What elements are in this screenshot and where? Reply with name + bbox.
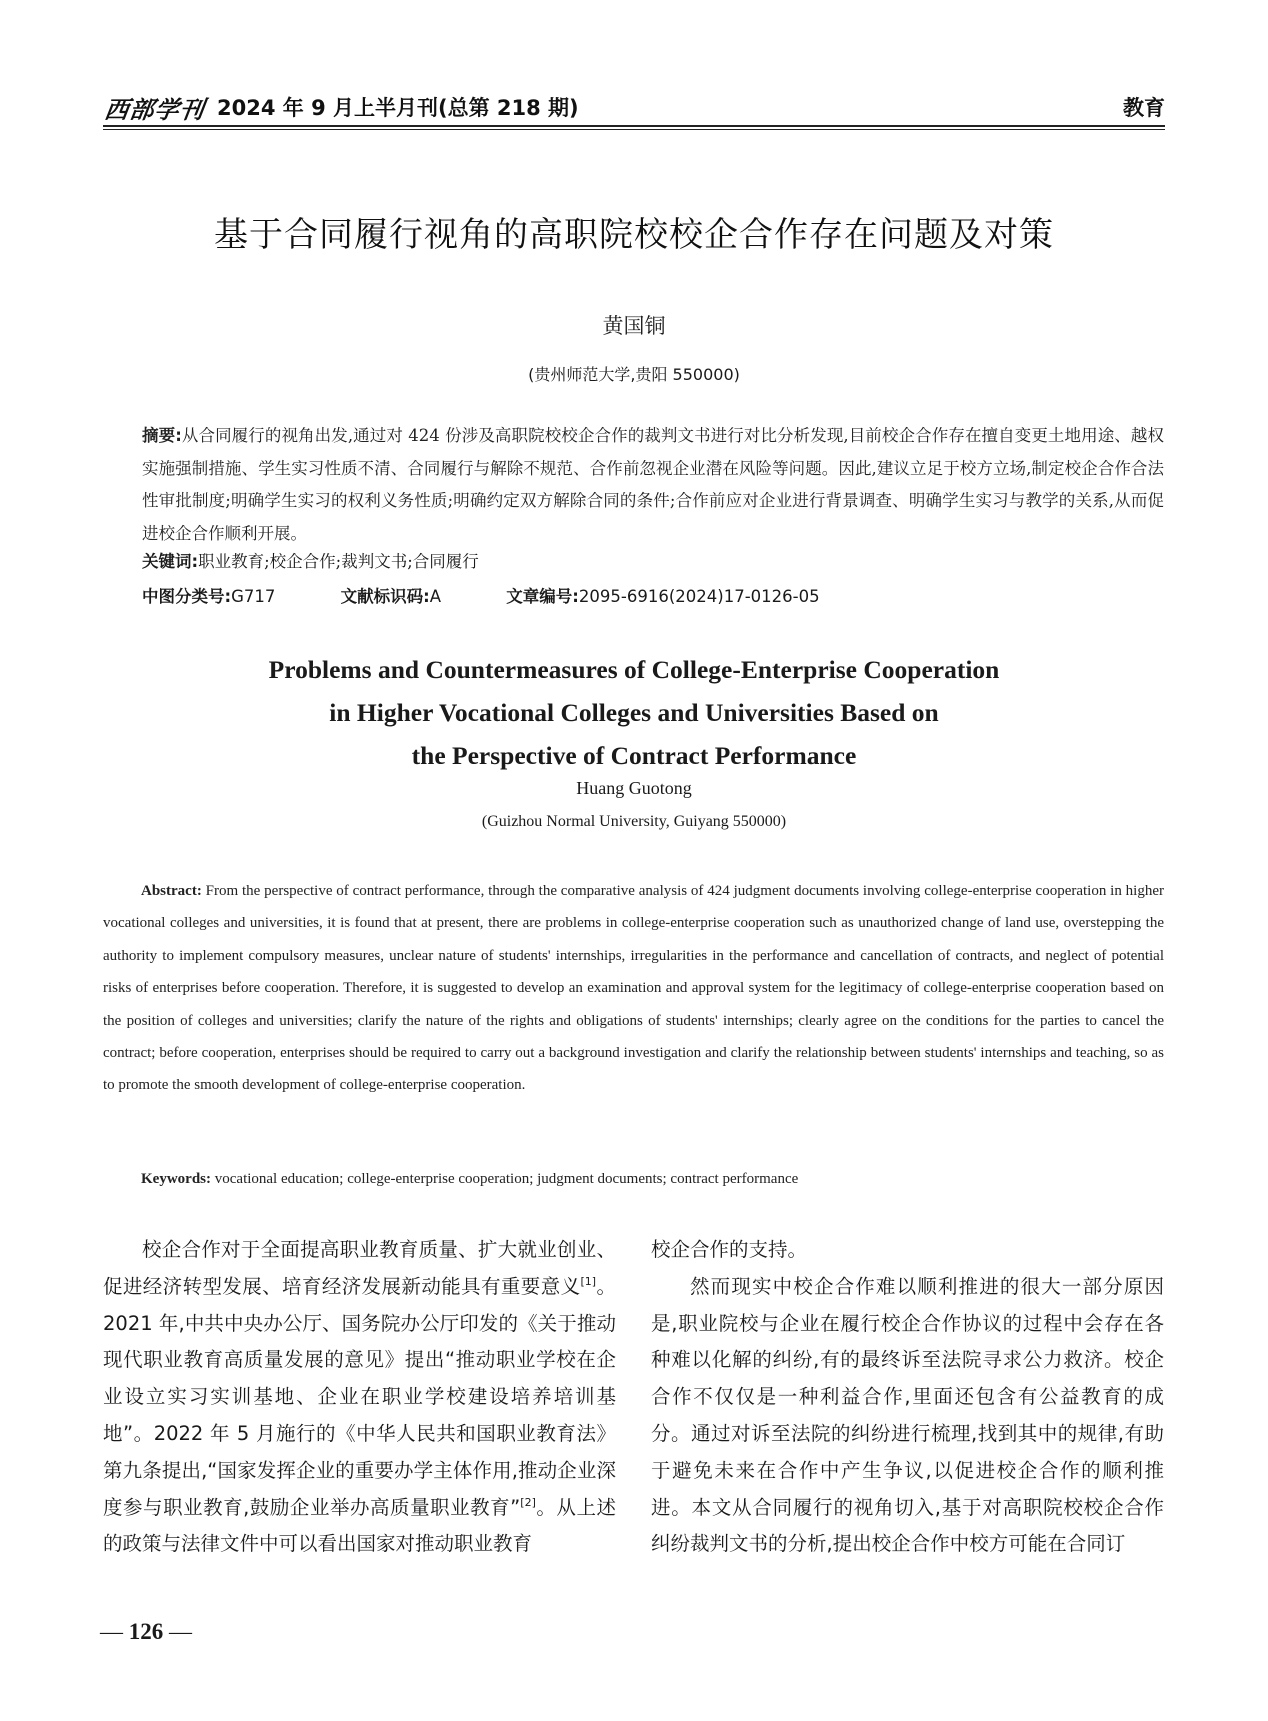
section-label: 教育 xyxy=(1123,96,1165,120)
body-text: 。2021 年,中共中央办公厅、国务院办公厅印发的《关于推动现代职业教育高质量发展的意见》提出“推动职业学校在企业设立实习实训基地、企业在职业学校建设培养培训基地”。2022 年 5 月施行的《中华人民共和国职业教育法》第九条提出,“国家发挥企业的重要办学主体作用,推动企业深度参与职业教育,鼓励企业举办高质量职业教育” xyxy=(103,1274,616,1519)
page-number-dash-right: — xyxy=(163,1619,192,1644)
citation-ref-1[interactable]: [1] xyxy=(580,1274,597,1288)
abstract-chinese-label: 摘要: xyxy=(142,426,182,445)
keywords-english xyxy=(141,1171,1163,1188)
page-number-value: 126 xyxy=(128,1619,164,1644)
title-chinese: 基于合同履行视角的高职院校校企合作存在问题及对策 xyxy=(214,215,1054,255)
clc-number xyxy=(142,587,275,606)
clc-label: 中图分类号: xyxy=(142,587,232,606)
abstract-english xyxy=(103,875,1164,1102)
abstract-chinese-text: 从合同履行的视角出发,通过对 424 份涉及高职院校校企合作的裁判文书进行对比分析发现,目前校企合作存在擅自变更土地用途、越权实施强制措施、学生实习性质不清、合同履行与解除不规范、合作前忽视企业潜在风险等问题。因此,建议立足于校方立场,制定校企合作合法性审批制度;明确学生实习的权利义务性质;明确约定双方解除合同的条件;合作前应对企业进行背景调查、明确学生实习与教学的关系,从而促进校企合作顺利开展。 xyxy=(142,426,1164,543)
title-english-line-3: the Perspective of Contract Performance xyxy=(411,741,857,770)
header-rule-thin xyxy=(103,129,1165,130)
body-column-left xyxy=(103,1232,616,1563)
affiliation-english: (Guizhou Normal University, Guiyang 550000) xyxy=(481,813,787,830)
body-text: 校企合作对于全面提高职业教育质量、扩大就业创业、促进经济转型发展、培育经济发展新动能具有重要意义 xyxy=(103,1238,616,1298)
article-number-value: 2095-6916(2024)17-0126-05 xyxy=(578,587,820,606)
body-column-right xyxy=(651,1232,1164,1563)
running-header xyxy=(102,86,1165,126)
author-english: Huang Guotong xyxy=(576,778,692,798)
citation-ref-2[interactable]: [2] xyxy=(520,1495,536,1509)
header-rule xyxy=(103,125,1165,127)
keywords-chinese xyxy=(142,548,1164,572)
title-english xyxy=(100,648,1168,777)
keywords-chinese-text: 职业教育;校企合作;裁判文书;合同履行 xyxy=(198,552,479,571)
affiliation-chinese: (贵州师范大学,贵阳 550000) xyxy=(528,365,740,384)
document-code-label: 文献标识码: xyxy=(340,587,430,606)
clc-value: G717 xyxy=(231,587,276,606)
keywords-english-text: vocational education; college-enterprise cooperation; judgment documents; contract performance xyxy=(214,1171,799,1187)
journal-logo: 西部学刊 xyxy=(102,95,207,124)
page-number-dash-left: — xyxy=(100,1619,129,1644)
article-number-label: 文章编号: xyxy=(506,587,579,606)
abstract-english-text: From the perspective of contract performance, through the comparative analysis of 424 judgment documents involving college-enterprise cooperation in higher vocational colleges and universities, it is found that at present, there are problems in college-enterprise cooperation such as unauthorized change of land use, overstepping the authority to implement compulsory measures, unclear nature of students' internships, irregularities in the performance and cancellation of contracts, and neglect of potential risks of enterprises before cooperation. Therefore, it is suggested to develop an examination and approval system for the legitimacy of college-enterprise cooperation based on the position of colleges and universities; clarify the nature of the rights and obligations of students' internships; clearly agree on the conditions for the parties to cancel the contract; before cooperation, enterprises should be required to carry out a background investigation and clarify the relationship between students' internships and teaching, so as to promote the smooth development of college-enterprise cooperation. xyxy=(103,883,1165,1094)
document-code xyxy=(341,587,441,606)
body-paragraph: 然而现实中校企合作难以顺利推进的很大一部分原因是,职业院校与企业在履行校企合作协议的过程中会存在各种难以化解的纠纷,有的最终诉至法院寻求公力救济。校企合作不仅仅是一种利益合作,里面还包含有公益教育的成分。通过对诉至法院的纠纷进行梳理,找到其中的规律,有助于避免未来在合作中产生争议,以促进校企合作的顺利推进。本文从合同履行的视角切入,基于对高职院校校企合作纠纷裁判文书的分析,提出校企合作中校方可能在合同订 xyxy=(651,1274,1164,1556)
keywords-english-label: Keywords: xyxy=(141,1171,211,1187)
keywords-chinese-label: 关键词: xyxy=(142,552,199,571)
abstract-chinese xyxy=(142,420,1164,550)
body-paragraph-continued: 校企合作的支持。 xyxy=(651,1238,808,1261)
page-number xyxy=(100,1619,192,1645)
document-code-value: A xyxy=(429,587,442,606)
classification-line xyxy=(142,583,1164,607)
body-paragraph xyxy=(103,1232,616,1563)
article-number xyxy=(506,587,819,606)
author-chinese: 黄国铜 xyxy=(602,314,666,338)
abstract-english-label: Abstract: xyxy=(141,883,202,899)
title-english-line-1: Problems and Countermeasures of College-Enterprise Cooperation xyxy=(268,655,1000,684)
body-text: 。从上述的政策与法律文件中可以看出国家对推动职业教育 xyxy=(103,1495,616,1556)
title-english-line-2: in Higher Vocational Colleges and Universities Based on xyxy=(329,698,939,727)
issue-info: 2024 年 9 月上半月刊(总第 218 期) xyxy=(217,96,579,120)
